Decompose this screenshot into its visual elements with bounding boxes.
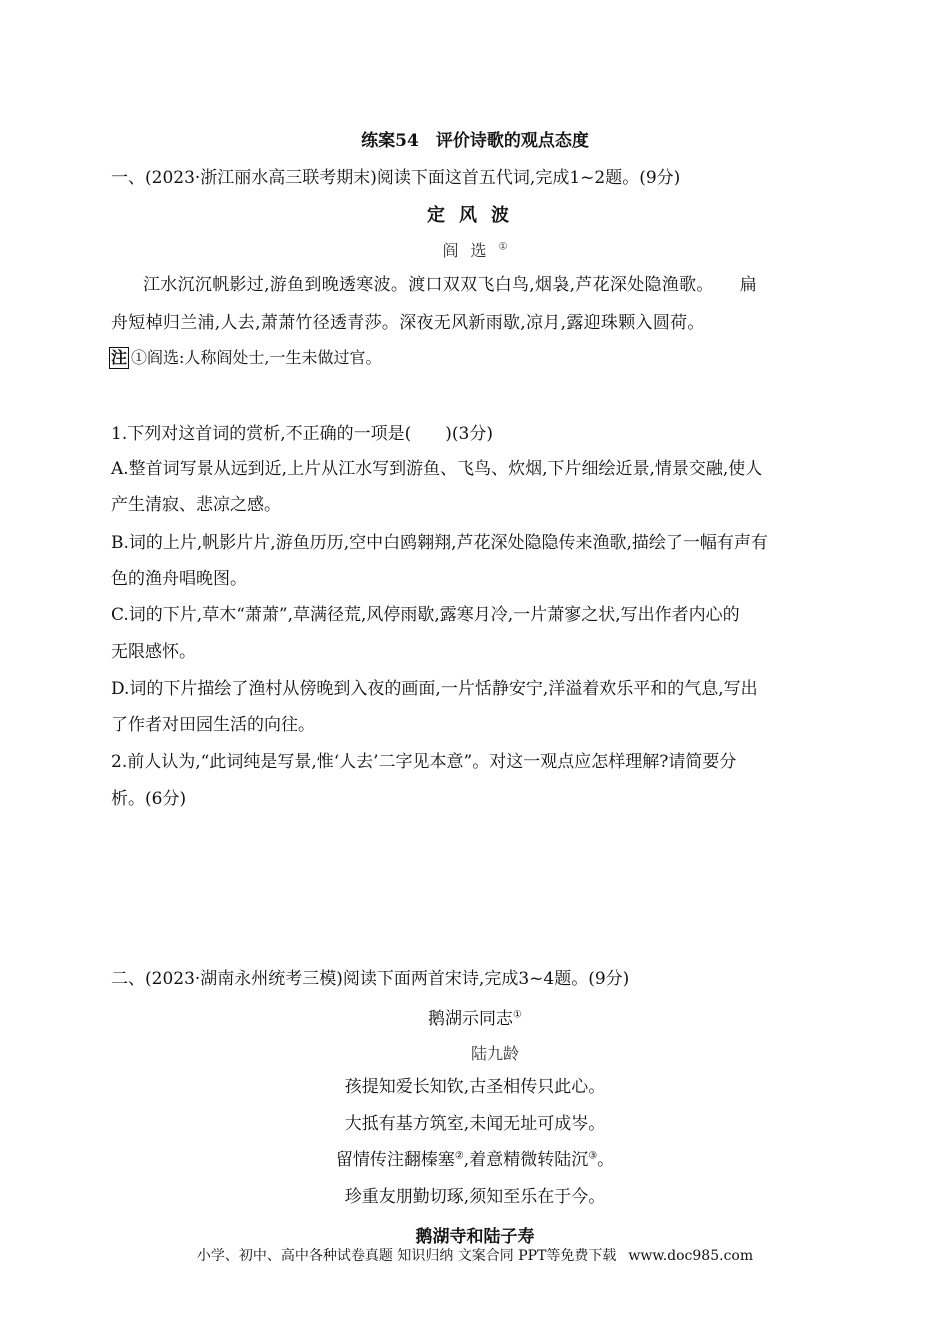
section2-heading: 二、(2023·湖南永州统考三模)阅读下面两首宋诗,完成3~4题。(9分) [111,969,630,989]
poem-author [0,238,950,261]
poem1-note-mark: ① [513,1009,522,1021]
annotation [109,346,382,370]
note-text: ①阎选:人称阎处士,一生未做过官。 [131,348,382,367]
q1-option-c-line2: 无限感怀。 [111,642,196,662]
poem1-title-text: 鹅湖示同志 [428,1009,514,1029]
poem1-line-2: 大抵有基方筑室,未闻无址可成岑。 [344,1114,606,1134]
section1-heading: 一、(2023·浙江丽水高三联考期末)阅读下面这首五代词,完成1~2题。(9分) [111,168,681,188]
poem-line-1: 江水沉沉帆影过,游鱼到晚透寒波。渡口双双飞白鸟,烟袅,芦花深处隐渔歌。 扁 [143,275,758,295]
q1-option-a-line1: A.整首词写景从远到近,上片从江水写到游鱼、飞鸟、炊烟,下片细绘近景,情景交融,使人 [111,459,763,479]
author-note-mark: ① [498,241,508,253]
line3-part-b: ,着意精微转陆沉 [463,1150,589,1170]
poem1-author: 陆九龄 [470,1044,519,1063]
page-title: 练案54 评价诗歌的观点态度 [361,131,589,151]
note-label: 注 [111,348,128,367]
q1-stem: 1.下列对这首词的赏析,不正确的一项是( )(3分) [111,424,493,444]
footer [0,1245,950,1265]
poem-title: 定风波 [427,205,523,226]
q1-option-c-line1: C.词的下片,草木“萧萧”,草满径荒,风停雨歇,露寒月冷,一片萧寥之状,写出作者内心的 [111,605,740,625]
q1-option-b-line2: 色的渔舟唱晚图。 [111,569,247,589]
poem2-title: 鹅湖寺和陆子寿 [415,1227,535,1247]
q1-option-b-line1: B.词的上片,帆影片片,游鱼历历,空中白鸥翱翔,芦花深处隐隐传来渔歌,描绘了一幅有声有 [111,533,768,553]
q1-option-d-line2: 了作者对田园生活的向往。 [111,715,315,735]
poem1-line-1: 孩提知爱长知钦,古圣相传只此心。 [344,1077,606,1097]
line3-note-mark-3: ③ [588,1150,598,1162]
q2-line1: 2.前人认为,“此词纯是写景,惟‘人去’二字见本意”。对这一观点应怎样理解?请简要分 [111,752,737,772]
poem1-line-4: 珍重友朋勤切琢,须知至乐在于今。 [344,1187,606,1207]
poem1-title [0,1004,950,1029]
line3-note-mark-2: ② [454,1150,464,1162]
author-name: 阎选 [442,241,499,260]
footer-url[interactable]: www.doc985.com [628,1248,754,1264]
line3-part-a: 留情传注翻榛塞 [335,1150,455,1170]
line3-part-c: 。 [597,1150,615,1170]
footer-text: 小学、初中、高中各种试卷真题 知识归纳 文案合同 PPT等免费下载 [196,1248,617,1264]
poem1-line-3 [0,1148,950,1172]
q1-option-a-line2: 产生清寂、悲凉之感。 [111,495,281,515]
poem-line-2: 舟短棹归兰浦,人去,萧萧竹径透青莎。深夜无风新雨歇,凉月,露迎珠颗入圆荷。 [111,313,705,333]
q2-line2: 析。(6分) [111,789,187,809]
q1-option-d-line1: D.词的下片描绘了渔村从傍晚到入夜的画面,一片恬静安宁,洋溢着欢乐平和的气息,写出 [111,679,758,699]
